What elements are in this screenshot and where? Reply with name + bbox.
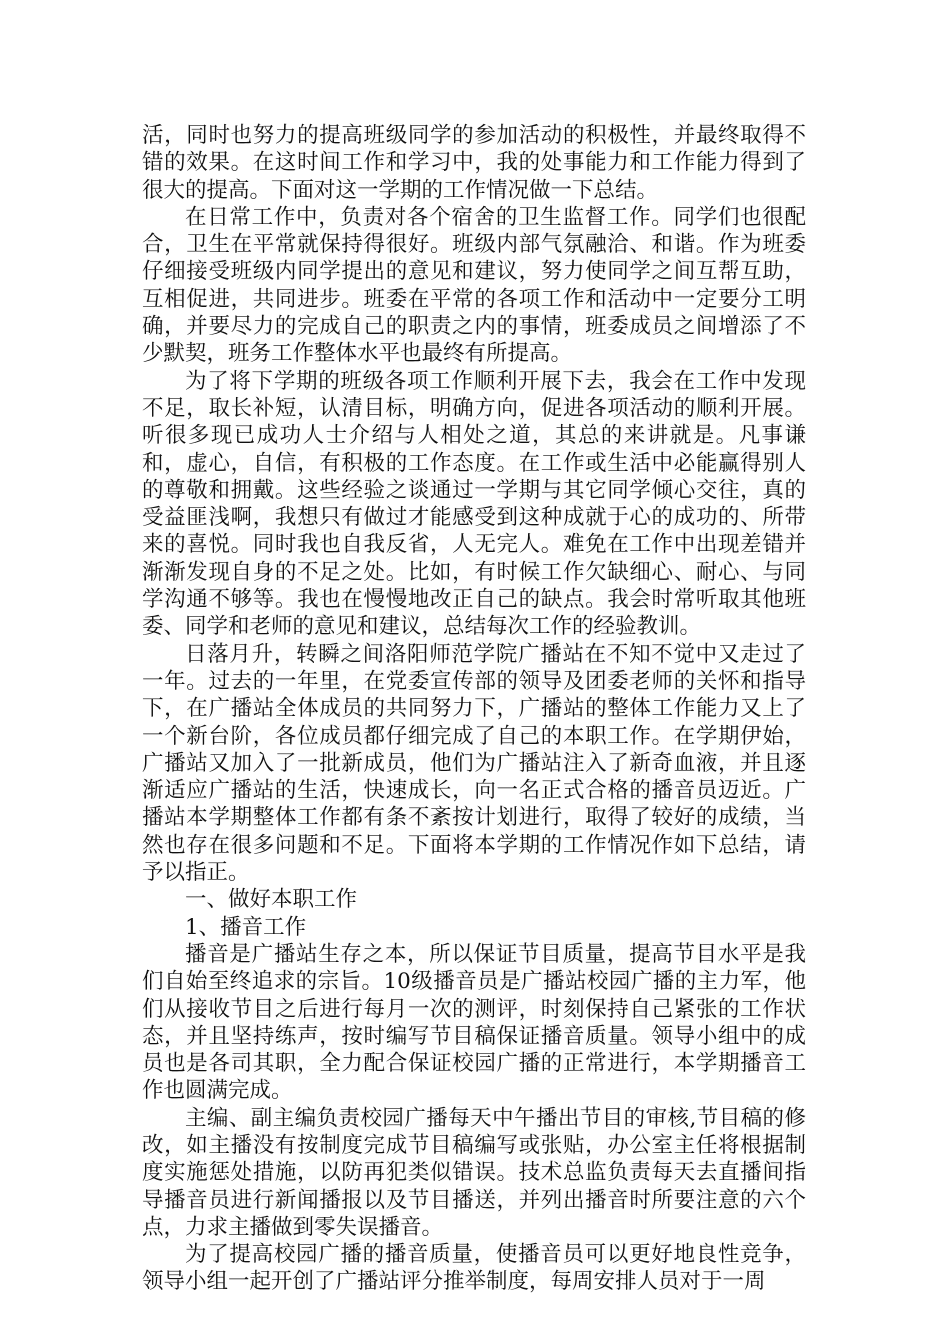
section-heading-1: 一、做好本职工作 [185, 887, 358, 913]
paragraph-6: 主编、副主编负责校园广播每天中午播出节目的审核,节目稿的修改，如主播没有按制度完成节目稿编写或张贴，办公室主任将根据制度实施惩处措施，以防再犯类似错误。技术总监负责每天去直播间指导播音员进行新闻播报以及节目播送，并列出播音时所要注意的六个点，力求主播做到零失误播音。 [142, 1105, 806, 1240]
paragraph-7: 为了提高校园广播的播音质量，使播音员可以更好地良性竞争，领导小组一起开创了广播站评分推举制度，每周安排人员对于一周 [142, 1242, 806, 1295]
document-body [142, 122, 806, 1296]
subsection-heading-1: 1、播音工作 [185, 914, 307, 940]
paragraph-3: 为了将下学期的班级各项工作顺利开展下去，我会在工作中发现不足，取长补短，认清目标，明确方向，促进各项活动的顺利开展。听很多现已成功人士介绍与人相处之道，其总的来讲就是。凡事谦和，虚心，自信，有积极的工作态度。在工作或生活中必能赢得别人的尊敬和拥戴。这些经验之谈通过一学期与其它同学倾心交往，真的受益匪浅啊，我想只有做过才能感受到这种成就于心的成功的、所带来的喜悦。同时我也自我反省，人无完人。难免在工作中出现差错并渐渐发现自身的不足之处。比如，有时候工作欠缺细心、耐心、与同学沟通不够等。我也在慢慢地改正自己的缺点。我会时常听取其他班委、同学和老师的意见和建议，总结每次工作的经验教训。 [142, 368, 806, 640]
paragraph-5: 播音是广播站生存之本，所以保证节目质量，提高节目水平是我们自始至终追求的宗旨。10级播音员是广播站校园广播的主力军，他们从接收节目之后进行每月一次的测评，时刻保持自己紧张的工作状态，并且坚持练声，按时编写节目稿保证播音质量。领导小组中的成员也是各司其职，全力配合保证校园广播的正常进行，本学期播音工作也圆满完成。 [142, 941, 806, 1104]
paragraph-1: 活，同时也努力的提高班级同学的参加活动的积极性，并最终取得不错的效果。在这时间工作和学习中，我的处事能力和工作能力得到了很大的提高。下面对这一学期的工作情况做一下总结。 [142, 123, 806, 203]
paragraph-4: 日落月升，转瞬之间洛阳师范学院广播站在不知不觉中又走过了一年。过去的一年里，在党委宣传部的领导及团委老师的关怀和指导下，在广播站全体成员的共同努力下，广播站的整体工作能力又上了一个新台阶，各位成员都仔细完成了自己的本职工作。在学期伊始，广播站又加入了一批新成员，他们为广播站注入了新奇血液，并且逐渐适应广播站的生活，快速成长，向一名正式合格的播音员迈近。广播站本学期整体工作都有条不紊按计划进行，取得了较好的成绩，当然也存在很多问题和不足。下面将本学期的工作情况作如下总结，请予以指正。 [142, 641, 806, 886]
paragraph-2: 在日常工作中，负责对各个宿舍的卫生监督工作。同学们也很配合，卫生在平常就保持得很好。班级内部气氛融洽、和谐。作为班委仔细接受班级内同学提出的意见和建议，努力使同学之间互帮互助，互相促进，共同进步。班委在平常的各项工作和活动中一定要分工明确，并要尽力的完成自己的职责之内的事情，班委成员之间增添了不少默契，班务工作整体水平也最终有所提高。 [142, 204, 806, 367]
